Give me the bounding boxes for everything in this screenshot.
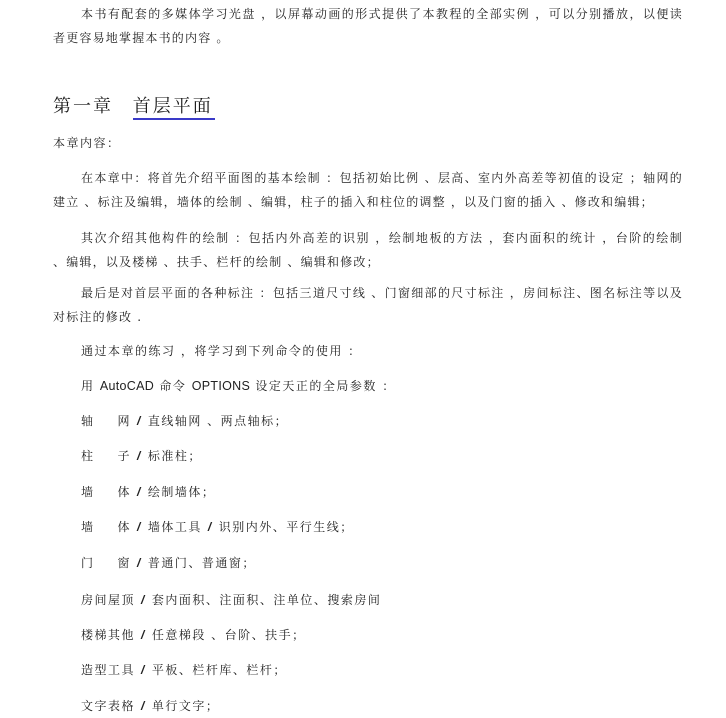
slash-separator: /: [137, 556, 142, 570]
command-category: 楼梯其他: [81, 628, 136, 642]
command-items: 平板、栏杆库、栏杆；: [151, 663, 287, 677]
command-items: 绘制墙体；: [147, 485, 216, 499]
slash-separator: /: [137, 414, 142, 428]
app-name: AutoCAD: [99, 379, 155, 393]
command-row-axis: [81, 412, 288, 429]
slash-separator: /: [207, 520, 213, 534]
options-line: [81, 377, 396, 394]
command-items: 标准柱；: [147, 449, 202, 463]
chapter-heading: [53, 92, 215, 118]
options-suffix: 设定天正的全局参数 ：: [255, 379, 396, 393]
chapter-number: 第一章: [53, 96, 113, 117]
options-command: OPTIONS: [191, 379, 251, 393]
command-category: 轴 网: [81, 414, 131, 428]
slash-separator: /: [141, 663, 146, 677]
command-category: 墙 体: [81, 520, 131, 534]
command-items: 套内面积、注面积、注单位、搜索房间: [151, 593, 382, 607]
command-row-wall: [81, 483, 215, 500]
command-row-wall-tools: [81, 518, 354, 535]
command-category: 柱 子: [81, 449, 131, 463]
command-row-modeling: [81, 661, 287, 678]
slash-separator: /: [141, 699, 146, 713]
slash-separator: /: [141, 593, 146, 607]
paragraph-2: 其次介绍其他构件的绘制 ：包括内外高差的识别 ，绘制地板的方法 ，套内面积的统计 ，台阶的绘制 、编辑，以及楼梯 、扶手、栏杆的绘制 、编辑和修改；: [53, 231, 683, 269]
command-category: 文字表格: [81, 699, 136, 713]
paragraph-1: 在本章中：将首先介绍平面图的基本绘制 ：包括初始比例 、层高、室内外高差等初值的设定 ；轴网的建立 、标注及编辑，墙体的绘制 、编辑，柱子的插入和柱位的调整 ，以及门窗的插入 、修改和编辑；: [53, 171, 683, 209]
command-subitems: 识别内外、平行生线；: [218, 520, 354, 534]
contents-label: 本章内容：: [53, 136, 121, 150]
intro-paragraph: 本书有配套的多媒体学习光盘 ，以屏幕动画的形式提供了本教程的全部实例 ，可以分别播放，以便读者更容易地掌握本书的内容 。: [53, 7, 683, 45]
slash-separator: /: [137, 520, 142, 534]
options-prefix: 用: [81, 379, 95, 393]
slash-separator: /: [137, 449, 142, 463]
command-items: 单行文字；: [151, 699, 220, 713]
command-items: 任意梯段 、台阶、扶手；: [151, 628, 306, 642]
slash-separator: /: [137, 485, 142, 499]
command-row-column: [81, 447, 202, 464]
chapter-title-link[interactable]: 首层平面: [133, 96, 215, 120]
command-items: 直线轴网 、两点轴标；: [147, 414, 289, 428]
command-category: 墙 体: [81, 485, 131, 499]
command-items: 墙体工具: [147, 520, 202, 534]
options-mid: 命令: [159, 379, 187, 393]
command-row-door-window: [81, 554, 256, 571]
command-category: 门 窗: [81, 556, 131, 570]
slash-separator: /: [141, 628, 146, 642]
command-row-text-table: [81, 697, 219, 714]
commands-intro: 通过本章的练习 ，将学习到下列命令的使用 ：: [81, 344, 362, 358]
paragraph-3: 最后是对首层平面的各种标注 ：包括三道尺寸线 、门窗细部的尺寸标注 ，房间标注、图名标注等以及对标注的修改 .: [53, 286, 683, 324]
command-items: 普通门、普通窗；: [147, 556, 256, 570]
command-row-room-roof: [81, 591, 381, 608]
command-category: 造型工具: [81, 663, 136, 677]
command-row-stairs: [81, 626, 306, 643]
command-category: 房间屋顶: [81, 593, 136, 607]
